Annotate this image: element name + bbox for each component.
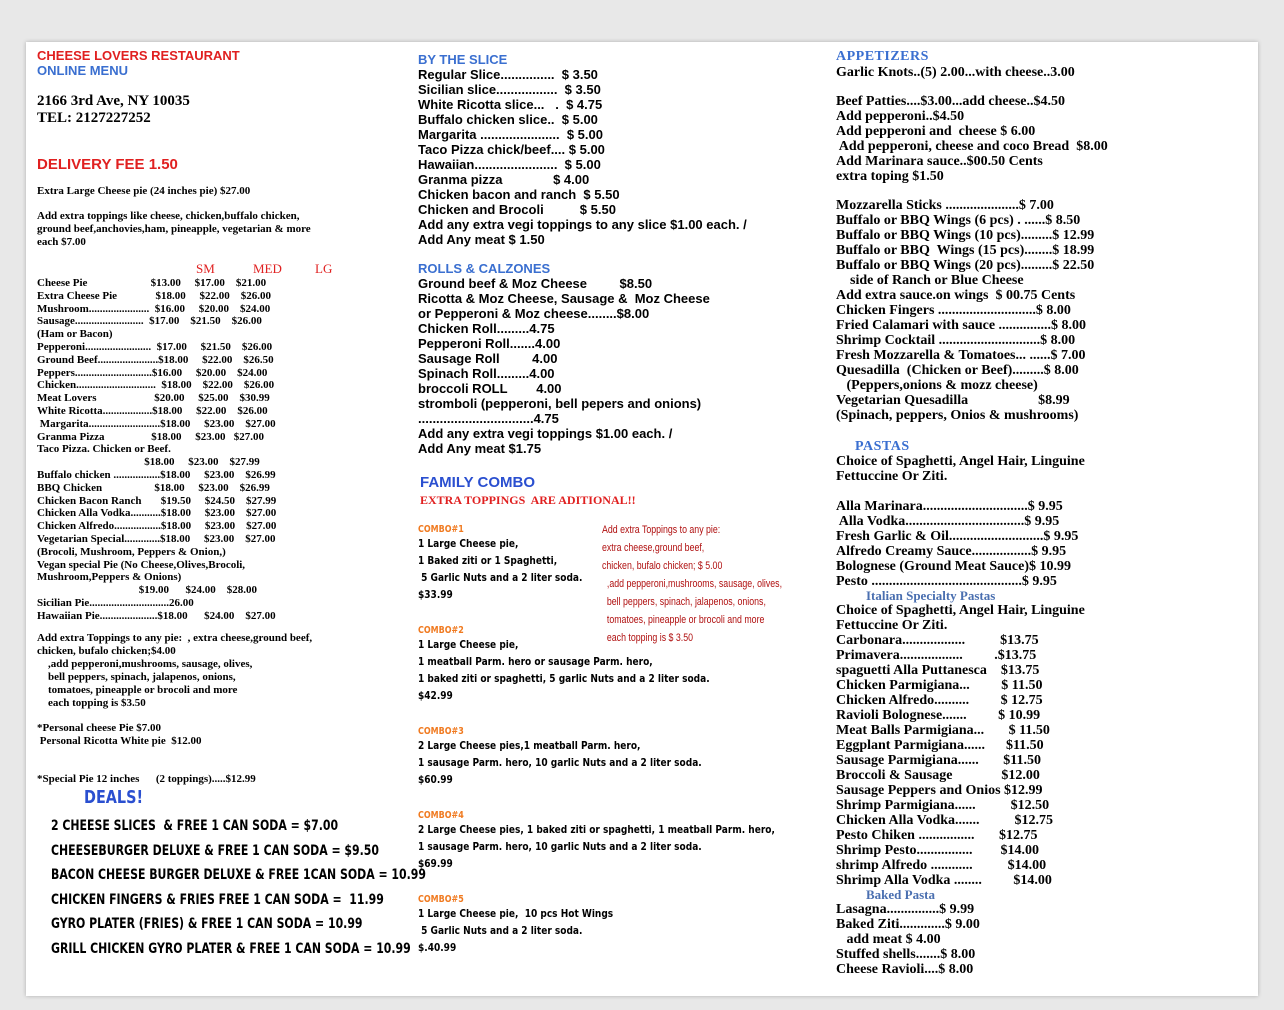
appetizer-list — [836, 65, 1108, 423]
rolls-list — [418, 276, 710, 456]
roll-item: Chicken Roll.........4.75 — [418, 321, 555, 336]
pie-item: White Ricotta..................$18.00 $22.00 $26.00 — [37, 404, 268, 417]
slice-item: Chicken and Brocoli $ 5.50 — [418, 202, 616, 217]
specialty-item: Primavera.................. .$13.75 — [836, 648, 1037, 663]
pie-item: Sicilian Pie.............................26.00 — [37, 596, 194, 609]
pie-item: Buffalo chicken .................$18.00 $23.00 $26.99 — [37, 468, 276, 481]
roll-item: broccoli ROLL 4.00 — [418, 381, 562, 396]
deal-item: 2 CHEESE SLICES & FREE 1 CAN SODA = $7.00 — [51, 818, 339, 834]
combo-title: COMBO#5 — [418, 894, 464, 905]
personal-pies: *Personal cheese Pie $7.00 Personal Ricotta White pie $12.00 — [37, 722, 202, 747]
pie-item: Chicken Bacon Ranch $19.50 $24.50 $27.99 — [37, 494, 277, 507]
roll-item: stromboli (pepperoni, bell pepers and onions) — [418, 396, 702, 411]
pasta-list — [836, 499, 1078, 589]
specialty-item: Shrimp Alla Vodka ........ $14.00 — [836, 873, 1052, 888]
pasta-item: Alla Marinara..............................$ 9.95 — [836, 499, 1063, 514]
appetizer-item: Buffalo or BBQ Wings (20 pcs).........$ 22.50 — [836, 258, 1095, 273]
appetizer-item: Garlic Knots..(5) 2.00...with cheese..3.00 — [836, 65, 1075, 80]
pie-item: (Brocoli, Mushroom, Peppers & Onion,) — [37, 545, 226, 558]
appetizer-item: Vegetarian Quesadilla $8.99 — [836, 393, 1070, 408]
rolls-title: ROLLS & CALZONES — [418, 261, 551, 276]
specialty-item: Chicken Alla Vodka....... $12.75 — [836, 813, 1054, 828]
appetizer-item: Mozzarella Sticks .....................$ 7.00 — [836, 198, 1054, 213]
combo-title: COMBO#2 — [418, 625, 464, 636]
combo-body: 1 Large Cheese pie, 10 pcs Hot Wings 5 Garlic Nuts and a 2 liter soda. $.40.99 — [418, 907, 614, 954]
appetizer-item: side of Ranch or Blue Cheese — [836, 273, 1024, 288]
pie-list — [37, 277, 276, 623]
pie-item: (Ham or Bacon) — [37, 328, 113, 341]
combo-1 — [418, 524, 619, 603]
pie-item: Vegetarian Special.............$18.00 $23.00 $27.00 — [37, 532, 276, 545]
roll-item: Ground beef & Moz Cheese $8.50 — [418, 276, 653, 291]
menu-page — [26, 42, 1258, 996]
specialty-item: Chicken Parmigiana... $ 11.50 — [836, 678, 1043, 693]
roll-item: Sausage Roll 4.00 — [418, 351, 558, 366]
delivery-fee: DELIVERY FEE 1.50 — [37, 156, 178, 173]
specialty-item: Shrimp Parmigiana...... $12.50 — [836, 798, 1050, 813]
combo-toppings-note: Add extra Toppings to any pie: extra cheese,ground beef, chicken, bufalo chicken; $ 5.00 ,add pepperoni,mushrooms, sausage, olives, bell peppers, spinach, jalapenos, onions, tomatoes, pineapple or brocoli and more each topping is $ 3.50 — [602, 524, 783, 644]
specialty-item: spaguetti Alla Puttanesca $13.75 — [836, 663, 1040, 678]
pie-item: Sausage......................... $17.00 $21.50 $26.00 — [37, 315, 262, 328]
pie-item: Pepperoni........................ $17.00 $21.50 $26.00 — [37, 340, 273, 353]
specialty-item: shrimp Alfredo ............ $14.00 — [836, 858, 1047, 873]
appetizer-item: Buffalo or BBQ Wings (10 pcs).........$ 12.99 — [836, 228, 1095, 243]
slice-item: Regular Slice............... $ 3.50 — [418, 67, 598, 82]
pie-item: $18.00 $23.00 $27.99 — [37, 456, 260, 469]
roll-item: Add Any meat $1.75 — [418, 441, 542, 456]
slice-item: White Ricotta slice... . $ 4.75 — [418, 97, 603, 112]
specialty-item: Sausage Parmigiana...... $11.50 — [836, 753, 1041, 768]
appetizer-item: Add pepperoni..$4.50 — [836, 109, 965, 124]
specialty-item: Pesto Chiken ................ $12.75 — [836, 828, 1038, 843]
appetizer-item: Fried Calamari with sauce ...............$ 8.00 — [836, 318, 1087, 333]
pie-item: $19.00 $24.00 $28.00 — [37, 584, 257, 597]
telephone: TEL: 2127227252 — [37, 110, 151, 126]
slice-item: Add Any meat $ 1.50 — [418, 232, 545, 247]
pasta-item: Fresh Garlic & Oil...........................$ 9.95 — [836, 529, 1079, 544]
roll-item: ................................4.75 — [418, 411, 559, 426]
appetizer-item: Beef Patties....$3.00...add cheese..$4.50 — [836, 94, 1066, 109]
slice-item: Buffalo chicken slice.. $ 5.00 — [418, 112, 598, 127]
pie-item: Chicken Alfredo.................$18.00 $23.00 $27.00 — [37, 520, 277, 533]
pie-item: Hawaiian Pie.....................$18.00 $24.00 $27.00 — [37, 609, 276, 622]
appetizers-title: APPETIZERS — [836, 49, 929, 64]
slice-item: Granma pizza $ 4.00 — [418, 172, 590, 187]
appetizer-item: Fresh Mozzarella & Tomatoes... ......$ 7.00 — [836, 348, 1086, 363]
pasta-item: Alla Vodka..................................$ 9.95 — [836, 514, 1060, 529]
appetizer-item: Quesadilla (Chicken or Beef).........$ 8.00 — [836, 363, 1079, 378]
appetizer-item: Add Marinara sauce..$00.50 Cents — [836, 154, 1043, 169]
specialty-item: Meat Balls Parmigiana... $ 11.50 — [836, 723, 1050, 738]
online-menu-label: ONLINE MENU — [37, 63, 128, 78]
specialty-list — [836, 633, 1053, 888]
size-med: MED — [253, 261, 282, 276]
combo-body: 2 Large Cheese pies, 1 baked ziti or spaghetti, 1 meatball Parm. hero, 1 sausage Parm. hero, 10 garlic Nuts and a 2 liter soda. $69.99 — [418, 823, 775, 870]
baked-pasta-title: Baked Pasta — [866, 887, 935, 902]
pasta-item: Bolognese (Ground Meat Sauce)$ 10.99 — [836, 559, 1072, 574]
deal-item: BACON CHEESE BURGER DELUXE & FREE 1CAN SODA = 10.99 — [51, 867, 426, 883]
slice-item: Margarita ...................... $ 5.00 — [418, 127, 603, 142]
specialty-item: Carbonara.................. $13.75 — [836, 633, 1039, 648]
roll-item: Add any extra vegi toppings $1.00 each. / — [418, 426, 673, 441]
baked-item: Stuffed shells.......$ 8.00 — [836, 947, 976, 962]
combo-body: 2 Large Cheese pies,1 meatball Parm. hero, 1 sausage Parm. hero, 10 garlic Nuts and a 2 liter soda. $60.99 — [418, 739, 702, 786]
specialty-item: Eggplant Parmigiana...... $11.50 — [836, 738, 1044, 753]
deal-item: GYRO PLATER (FRIES) & FREE 1 CAN SODA = 10.99 — [51, 916, 363, 932]
appetizer-item: Add pepperoni, cheese and coco Bread $8.00 — [836, 139, 1108, 154]
deal-item: CHICKEN FINGERS & FRIES FREE 1 CAN SODA = 11.99 — [51, 891, 384, 908]
baked-item: Cheese Ravioli....$ 8.00 — [836, 962, 974, 977]
slice-item: Sicilian slice................. $ 3.50 — [418, 82, 601, 97]
pie-item: Ground Beef......................$18.00 $22.00 $26.50 — [37, 353, 274, 366]
specialty-item: Shrimp Pesto................ $14.00 — [836, 843, 1039, 858]
appetizer-item: Add extra sauce.on wings $ 00.75 Cents — [836, 288, 1076, 303]
deal-item: CHEESEBURGER DELUXE & FREE 1 CAN SODA = $9.50 — [51, 842, 379, 859]
size-lg: LG — [315, 261, 333, 276]
pie-item: Meat Lovers $20.00 $25.00 $30.99 — [37, 392, 270, 405]
specialty-item: Broccoli & Sausage $12.00 — [836, 768, 1040, 783]
appetizer-item: Buffalo or BBQ Wings (15 pcs)........$ 18.99 — [836, 243, 1095, 258]
pie-item: Margarita..........................$18.00 $23.00 $27.00 — [37, 417, 276, 430]
address: 2166 3rd Ave, NY 10035 — [37, 93, 190, 109]
special-pie: *Special Pie 12 inches (2 toppings).....$12.99 — [37, 773, 256, 785]
pie-item: Mushroom...................... $16.00 $20.00 $24.00 — [37, 302, 271, 315]
combo-4 — [418, 810, 853, 872]
roll-item: Pepperoni Roll.......4.00 — [418, 336, 561, 351]
combo-title: COMBO#1 — [418, 524, 464, 535]
xl-cheese-pie: Extra Large Cheese pie (24 inches pie) $27.00 — [37, 185, 251, 197]
pasta-item: Pesto ...........................................$ 9.95 — [836, 574, 1057, 589]
baked-item: Baked Ziti.............$ 9.00 — [836, 917, 980, 932]
pie-item: Chicken............................. $18.00 $22.00 $26.00 — [37, 379, 275, 392]
slice-item: Add any extra vegi toppings to any slice $1.00 each. / — [418, 217, 747, 232]
pie-item: Peppers............................$16.00 $20.00 $24.00 — [37, 366, 268, 379]
specialty-intro: Choice of Spaghetti, Angel Hair, Linguine Fettuccine Or Ziti. — [836, 603, 1085, 633]
slice-item: Hawaiian....................... $ 5.00 — [418, 157, 601, 172]
pie-item: Granma Pizza $18.00 $23.00 $27.00 — [37, 430, 265, 443]
toppings-note: Add extra toppings like cheese, chicken,buffalo chicken, ground beef,anchovies,ham, pineapple, vegetarian & more each $7.00 — [37, 210, 311, 248]
roll-item: Ricotta & Moz Cheese, Sausage & Moz Cheese — [418, 291, 710, 306]
pie-item: BBQ Chicken $18.00 $23.00 $26.99 — [37, 481, 270, 494]
slice-item: Chicken bacon and ranch $ 5.50 — [418, 187, 620, 202]
baked-item: Lasagna...............$ 9.99 — [836, 902, 975, 917]
pie-item: Chicken Alla Vodka...........$18.00 $23.00 $27.00 — [37, 507, 277, 520]
roll-item: Spinach Roll.........4.00 — [418, 366, 555, 381]
pie-item: Extra Cheese Pie $18.00 $22.00 $26.00 — [37, 289, 272, 302]
slice-item: Taco Pizza chick/beef.... $ 5.00 — [418, 142, 605, 157]
extra-toppings-additional: EXTRA TOPPINGS ARE ADITIONAL!! — [420, 493, 636, 507]
specialty-item: Sausage Peppers and Onios $12.99 — [836, 783, 1043, 798]
pie-item: Mushroom,Peppers & Onions) — [37, 571, 182, 584]
appetizer-item: (Spinach, peppers, Onios & mushrooms) — [836, 408, 1079, 423]
restaurant-name: CHEESE LOVERS RESTAURANT — [37, 48, 240, 63]
pie-item: Vegan special Pie (No Cheese,Olives,Brocoli, — [37, 558, 246, 571]
specialty-item: Ravioli Bolognese....... $ 10.99 — [836, 708, 1041, 723]
pastas-title: PASTAS — [855, 439, 910, 454]
appetizer-item — [836, 184, 1108, 198]
combo-body: 1 Large Cheese pie, 1 meatball Parm. hero or sausage Parm. hero, 1 baked ziti or spaghetti, 5 garlic Nuts and a 2 liter soda. $42.99 — [418, 638, 710, 702]
size-sm: SM — [196, 261, 215, 276]
appetizer-item: Shrimp Cocktail .............................$ 8.00 — [836, 333, 1076, 348]
appetizer-item — [836, 80, 1108, 94]
appetizer-item: Add pepperoni and cheese $ 6.00 — [836, 124, 1036, 139]
specialty-pastas-title: Italian Specialty Pastas — [866, 588, 996, 603]
by-the-slice-title: BY THE SLICE — [418, 52, 508, 67]
roll-item: or Pepperoni & Moz cheese........$8.00 — [418, 306, 650, 321]
deal-item: GRILL CHICKEN GYRO PLATER & FREE 1 CAN SODA = 10.99 — [51, 940, 411, 957]
appetizer-item: Chicken Fingers ............................$ 8.00 — [836, 303, 1071, 318]
slice-list — [418, 67, 747, 247]
specialty-item: Chicken Alfredo.......... $ 12.75 — [836, 693, 1043, 708]
pie-item: Taco Pizza. Chicken or Beef. — [37, 443, 171, 456]
appetizer-item: extra toping $1.50 — [836, 169, 944, 184]
combo-5 — [418, 894, 656, 956]
pasta-intro: Choice of Spaghetti, Angel Hair, Linguine Fettuccine Or Ziti. — [836, 454, 1085, 484]
pie-item: Cheese Pie $13.00 $17.00 $21.00 — [37, 277, 267, 289]
pasta-item: Alfredo Creamy Sauce.................$ 9.95 — [836, 544, 1067, 559]
baked-item: add meat $ 4.00 — [836, 932, 941, 947]
combo-title: COMBO#3 — [418, 726, 464, 737]
appetizer-item: Buffalo or BBQ Wings (6 pcs) . ......$ 8.50 — [836, 213, 1081, 228]
combo-3 — [418, 726, 764, 788]
extra-toppings-any-pie: Add extra Toppings to any pie: , extra cheese,ground beef, chicken, bufalo chicken;$4.00 ,add pepperoni,mushrooms, sausage, olives, bell peppers, spinach, jalapenos, onions, tomatoes, pineapple or brocoli and more each topping is $3.50 — [37, 632, 313, 709]
combo-body: 1 Large Cheese pie, 1 Baked ziti or 1 Spaghetti, 5 Garlic Nuts and a 2 liter soda. $33.99 — [418, 537, 583, 601]
deals-title: DEALS! — [84, 787, 144, 808]
combo-title: COMBO#4 — [418, 810, 464, 821]
family-combo-title: FAMILY COMBO — [420, 474, 536, 491]
baked-list — [836, 902, 980, 977]
appetizer-item: (Peppers,onions & mozz cheese) — [836, 378, 1038, 393]
